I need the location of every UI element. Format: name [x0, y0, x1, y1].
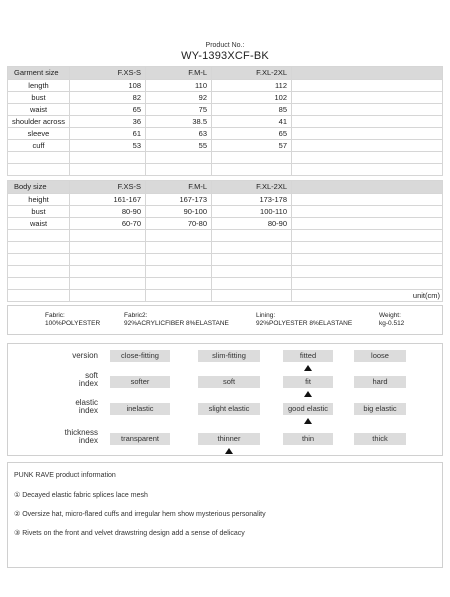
size-header: F.XL-2XL — [212, 67, 292, 80]
cell: 60-70 — [70, 218, 146, 230]
option-fit: fit — [283, 376, 333, 388]
product-number-label: Product No.: — [205, 42, 245, 49]
garment-size-table — [7, 66, 443, 176]
option-softer: softer — [110, 376, 170, 388]
cell: 53 — [70, 140, 146, 152]
cell: 65 — [70, 104, 146, 116]
table-row — [8, 92, 443, 104]
unit-row — [8, 290, 443, 302]
row-label: waist — [8, 104, 70, 116]
cell: 38.5 — [146, 116, 212, 128]
row-label: cuff — [8, 140, 70, 152]
row-label: height — [8, 194, 70, 206]
feature-index-box — [7, 343, 443, 456]
table-row — [8, 218, 443, 230]
feature-label: elastic index — [75, 398, 98, 415]
cell: 90-100 — [146, 206, 212, 218]
feature-label: thickness index — [64, 428, 98, 445]
elastic-index-row — [8, 397, 444, 423]
empty-row — [8, 278, 443, 290]
table-header-row — [8, 67, 443, 80]
size-header: F.XS-S — [70, 67, 146, 80]
fabric-field — [45, 312, 100, 328]
cell: 75 — [146, 104, 212, 116]
cell: 57 — [212, 140, 292, 152]
option-fitted: fitted — [283, 350, 333, 362]
row-label: bust — [8, 206, 70, 218]
selected-arrow-icon — [225, 448, 233, 454]
option-transparent: transparent — [110, 433, 170, 445]
garment-size-title: Garment size — [8, 67, 70, 80]
selected-arrow-icon — [304, 418, 312, 424]
table-row — [8, 194, 443, 206]
table-row — [8, 80, 443, 92]
row-label: shoulder across — [8, 116, 70, 128]
option-thick: thick — [354, 433, 406, 445]
body-size-title: Body size — [8, 181, 70, 194]
option-slim-fitting: slim-fitting — [198, 350, 260, 362]
empty-row — [8, 254, 443, 266]
soft-index-row — [8, 370, 444, 396]
size-header: F.M-L — [146, 181, 212, 194]
cell: 55 — [146, 140, 212, 152]
cell: 36 — [70, 116, 146, 128]
body-size-table — [7, 180, 443, 302]
row-label: bust — [8, 92, 70, 104]
size-header: F.XS-S — [70, 181, 146, 194]
feature-label: soft index — [78, 371, 98, 388]
feature-label: version — [72, 351, 98, 360]
table-row — [8, 140, 443, 152]
fabric2-value: 92%ACRYLICFIBER 8%ELASTANE — [124, 320, 229, 327]
empty-row — [8, 164, 443, 176]
cell: 65 — [212, 128, 292, 140]
option-big-elastic: big elastic — [354, 403, 406, 415]
cell: 110 — [146, 80, 212, 92]
fabric2-field — [124, 312, 229, 328]
option-hard: hard — [354, 376, 406, 388]
info-item: ① Decayed elastic fabric splices lace mesh — [14, 492, 148, 499]
weight-value: kg-0.512 — [379, 320, 405, 327]
cell: 80-90 — [212, 218, 292, 230]
product-info-box — [7, 462, 443, 568]
product-code: WY-1393XCF-BK — [181, 50, 269, 62]
cell: 100-110 — [212, 206, 292, 218]
cell: 63 — [146, 128, 212, 140]
empty-row — [8, 266, 443, 278]
table-row — [8, 206, 443, 218]
cell: 167-173 — [146, 194, 212, 206]
info-item: ③ Rivets on the front and velvet drawstring design add a sense of delicacy — [14, 530, 245, 537]
cell: 80-90 — [70, 206, 146, 218]
empty-row — [8, 242, 443, 254]
table-row — [8, 104, 443, 116]
lining-value: 92%POLYESTER 8%ELASTANE — [256, 320, 353, 327]
table-header-row — [8, 181, 443, 194]
cell: 61 — [70, 128, 146, 140]
table-row — [8, 128, 443, 140]
weight-field — [379, 312, 404, 328]
option-thin: thin — [283, 433, 333, 445]
option-good-elastic: good elastic — [283, 403, 333, 415]
weight-label: Weight: — [379, 312, 401, 319]
option-thinner: thinner — [198, 433, 260, 445]
fabric-label: Fabric: — [45, 312, 65, 319]
fabric-value: 100%POLYESTER — [45, 320, 101, 327]
thickness-index-row — [8, 427, 444, 453]
size-header: F.M-L — [146, 67, 212, 80]
cell: 70-80 — [146, 218, 212, 230]
option-soft: soft — [198, 376, 260, 388]
empty-row — [8, 230, 443, 242]
table-row — [8, 116, 443, 128]
cell: 112 — [212, 80, 292, 92]
fabric-info-box — [7, 305, 443, 335]
cell: 41 — [212, 116, 292, 128]
row-label: waist — [8, 218, 70, 230]
cell: 161-167 — [70, 194, 146, 206]
option-loose: loose — [354, 350, 406, 362]
row-label: length — [8, 80, 70, 92]
cell: 85 — [212, 104, 292, 116]
option-slight-elastic: slight elastic — [198, 403, 260, 415]
lining-field — [256, 312, 352, 328]
info-item: ② Oversize hat, micro-flared cuffs and irregular hem show mysterious personality — [14, 511, 266, 518]
size-header: F.XL-2XL — [212, 181, 292, 194]
cell: 92 — [146, 92, 212, 104]
empty-row — [8, 152, 443, 164]
cell: 108 — [70, 80, 146, 92]
fabric2-label: Fabric2: — [124, 312, 148, 319]
cell: 82 — [70, 92, 146, 104]
unit-label: unit(cm) — [292, 290, 443, 302]
info-title: PUNK RAVE product information — [14, 472, 116, 479]
option-inelastic: inelastic — [110, 403, 170, 415]
lining-label: Lining: — [256, 312, 276, 319]
cell: 102 — [212, 92, 292, 104]
option-close-fitting: close-fitting — [110, 350, 170, 362]
row-label: sleeve — [8, 128, 70, 140]
cell: 173-178 — [212, 194, 292, 206]
